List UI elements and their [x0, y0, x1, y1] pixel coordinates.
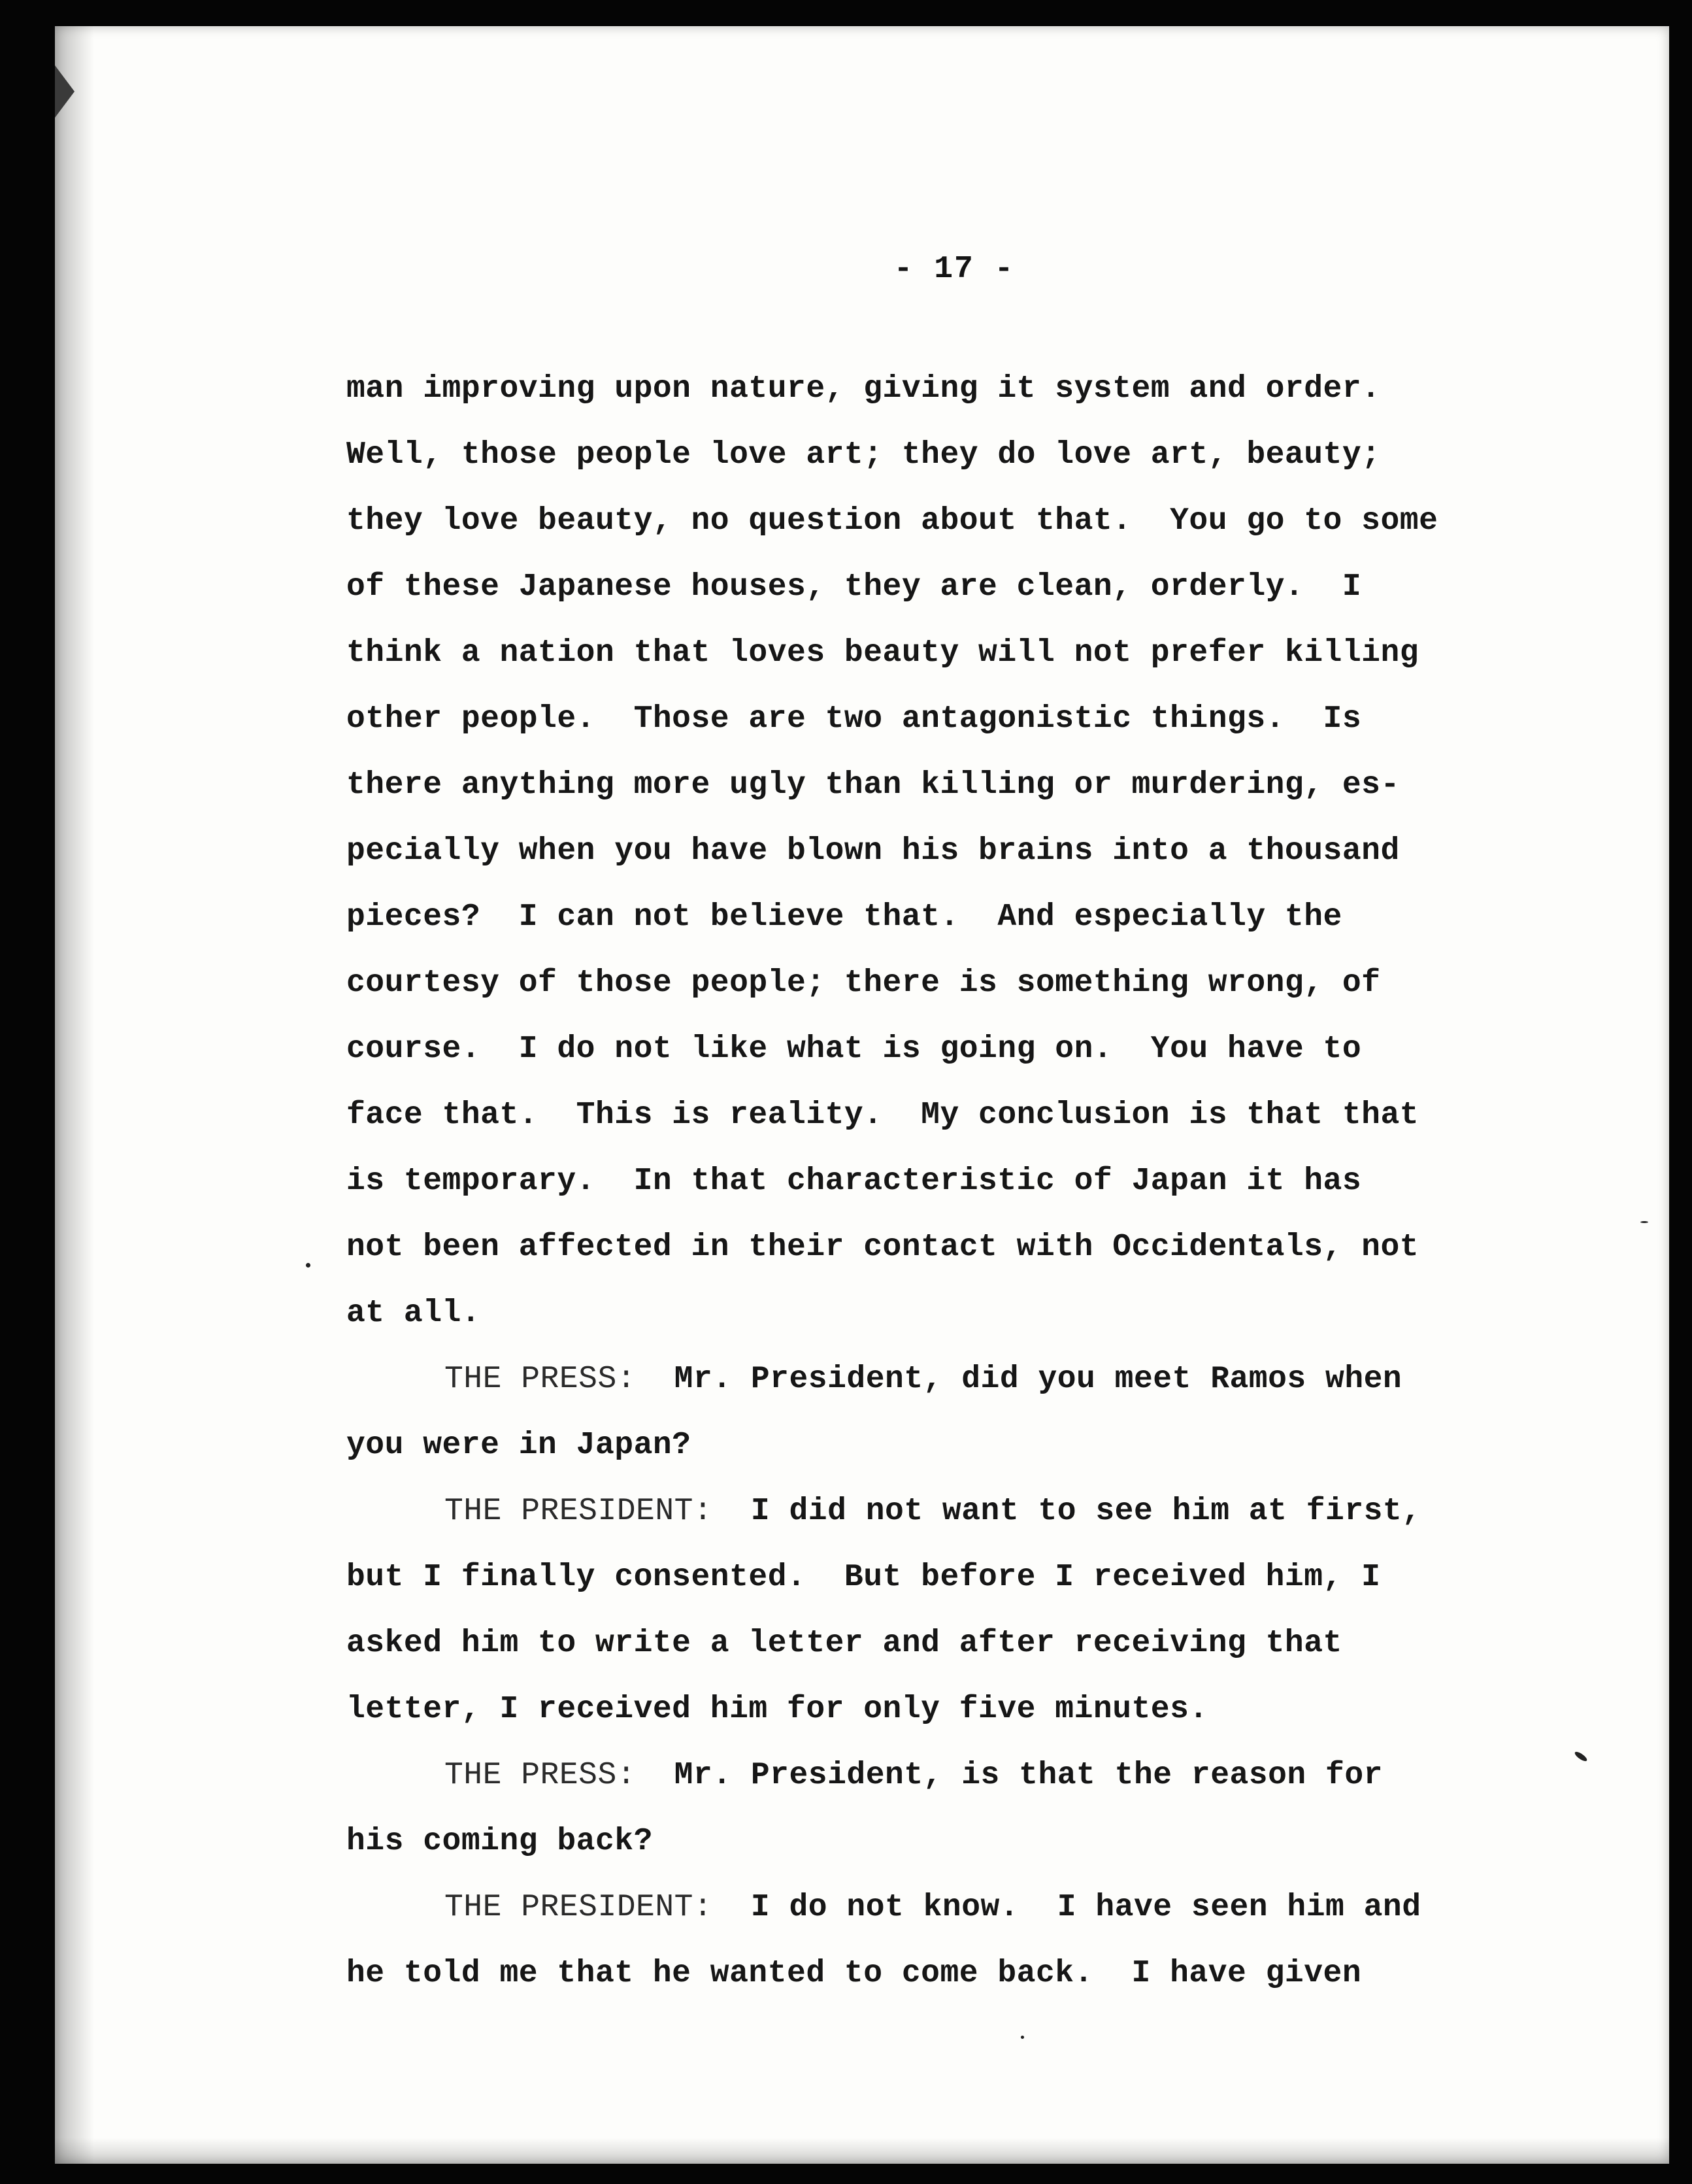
text-line: but I finally consented. But before I received him, I [346, 1560, 1381, 1595]
speech-text: I do not know. I have seen him and [750, 1890, 1421, 1925]
text-line: course. I do not like what is going on. You have to [346, 1032, 1362, 1067]
text-line: he told me that he wanted to come back. I have given [346, 1956, 1362, 1991]
text-line: man improving upon nature, giving it system and order. [346, 371, 1381, 407]
exchange-first-line [346, 1875, 1523, 1941]
text-line: pecially when you have blown his brains into a thousand [346, 833, 1400, 869]
exchange-first-line [346, 1479, 1523, 1545]
speaker-label: THE PRESS: [444, 1362, 637, 1397]
text-line: courtesy of those people; there is something wrong, of [346, 966, 1381, 1001]
corner-fold-mark [55, 65, 75, 118]
scan-speck [306, 1263, 310, 1268]
scan-speck [1021, 2036, 1024, 2039]
paper-shadow-bottom [55, 2138, 1669, 2164]
scan-speck [1640, 1221, 1648, 1223]
text-line: you were in Japan? [346, 1428, 691, 1463]
text-line: his coming back? [346, 1824, 653, 1859]
speaker-label: THE PRESIDENT: [444, 1494, 713, 1529]
text-line: not been affected in their contact with Occidentals, not [346, 1230, 1419, 1265]
text-line: there anything more ugly than killing or murdering, es- [346, 767, 1400, 803]
speech-text: Mr. President, did you meet Ramos when [674, 1362, 1402, 1397]
speaker-label: THE PRESIDENT: [444, 1890, 713, 1925]
text-line: Well, those people love art; they do love art, beauty; [346, 437, 1381, 473]
speaker-label: THE PRESS: [444, 1758, 637, 1793]
speech-text: I did not want to see him at first, [750, 1494, 1421, 1529]
paper-shadow-left [55, 26, 94, 2164]
text-line: asked him to write a letter and after receiving that [346, 1626, 1342, 1661]
text-line: they love beauty, no question about that. You go to some [346, 503, 1438, 539]
text-line: think a nation that loves beauty will not prefer killing [346, 635, 1419, 671]
transcript-body [346, 356, 1523, 2007]
text-line: pieces? I can not believe that. And especially the [346, 899, 1342, 935]
text-line: of these Japanese houses, they are clean, orderly. I [346, 569, 1362, 605]
text-line: face that. This is reality. My conclusion is that that [346, 1098, 1419, 1133]
text-line: other people. Those are two antagonistic things. Is [346, 701, 1362, 737]
exchange-first-line [346, 1347, 1523, 1413]
text-line: is temporary. In that characteristic of Japan it has [346, 1164, 1362, 1199]
exchange-first-line [346, 1743, 1523, 1809]
speech-text: Mr. President, is that the reason for [674, 1758, 1383, 1793]
text-line: letter, I received him for only five minutes. [346, 1692, 1208, 1727]
page-number: - 17 - [893, 252, 1015, 287]
text-line: at all. [346, 1296, 481, 1331]
